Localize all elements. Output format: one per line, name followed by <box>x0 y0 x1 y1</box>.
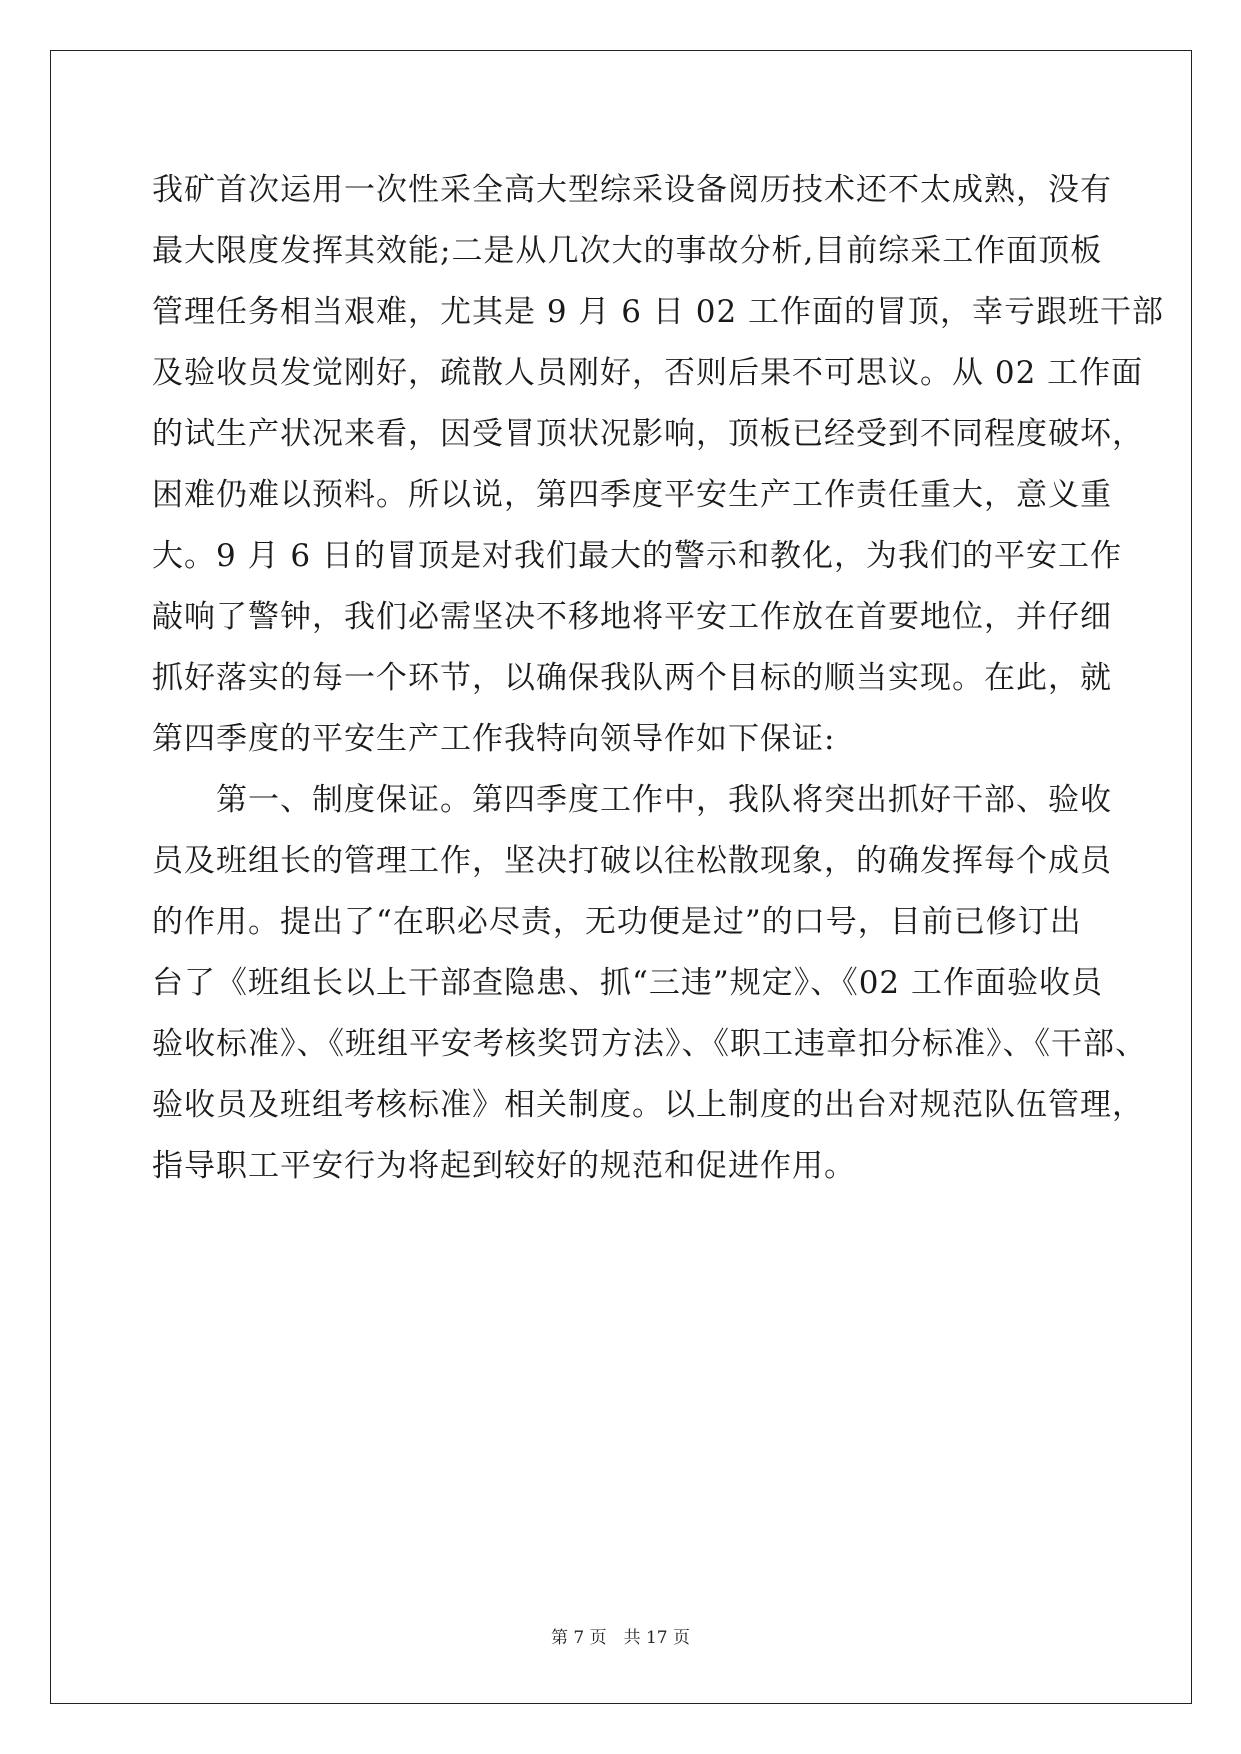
body-line: 的试生产状况来看，因受冒顶状况影响，顶板已经受到不同程度破坏， <box>152 416 1144 452</box>
body-line: 敲响了警钟，我们必需坚决不移地将平安工作放在首要地位，并仔细 <box>152 599 1112 635</box>
body-line: 指导职工平安行为将起到较好的规范和促进作用。 <box>152 1148 856 1184</box>
body-line: 大。9 月 6 日的冒顶是对我们最大的警示和教化，为我们的平安工作 <box>152 538 1123 574</box>
body-line: 我矿首次运用一次性采全高大型综采设备阅历技术还不太成熟，没有 <box>152 172 1112 208</box>
body-line: 员及班组长的管理工作，坚决打破以往松散现象，的确发挥每个成员 <box>152 843 1112 879</box>
page-number-footer: 第 7 页 共 17 页 <box>550 1628 691 1648</box>
body-line: 验收员及班组考核标准》相关制度。以上制度的出台对规范队伍管理， <box>152 1087 1144 1123</box>
body-line: 及验收员发觉刚好，疏散人员刚好，否则后果不可思议。从 02 工作面 <box>152 355 1144 391</box>
body-line: 最大限度发挥其效能;二是从几次大的事故分析,目前综采工作面顶板 <box>152 233 1103 269</box>
body-line: 抓好落实的每一个环节，以确保我队两个目标的顺当实现。在此，就 <box>152 660 1112 696</box>
body-line: 第一、制度保证。第四季度工作中，我队将突出抓好干部、验收 <box>152 782 1112 818</box>
document-body <box>152 160 1165 1197</box>
body-line: 的作用。提出了“在职必尽责，无功便是过”的口号，目前已修订出 <box>152 904 1082 940</box>
body-line: 困难仍难以预料。所以说，第四季度平安生产工作责任重大，意义重 <box>152 477 1112 513</box>
body-line: 第四季度的平安生产工作我特向领导作如下保证: <box>152 721 836 757</box>
body-line: 台了《班组长以上干部查隐患、抓“三违”规定》、《02 工作面验收员 <box>152 965 1103 1001</box>
body-line: 管理任务相当艰难，尤其是 9 月 6 日 02 工作面的冒顶，幸亏跟班干部 <box>152 294 1165 330</box>
body-line: 验收标准》、《班组平安考核奖罚方法》、《职工违章扣分标准》、《干部、 <box>152 1026 1147 1062</box>
